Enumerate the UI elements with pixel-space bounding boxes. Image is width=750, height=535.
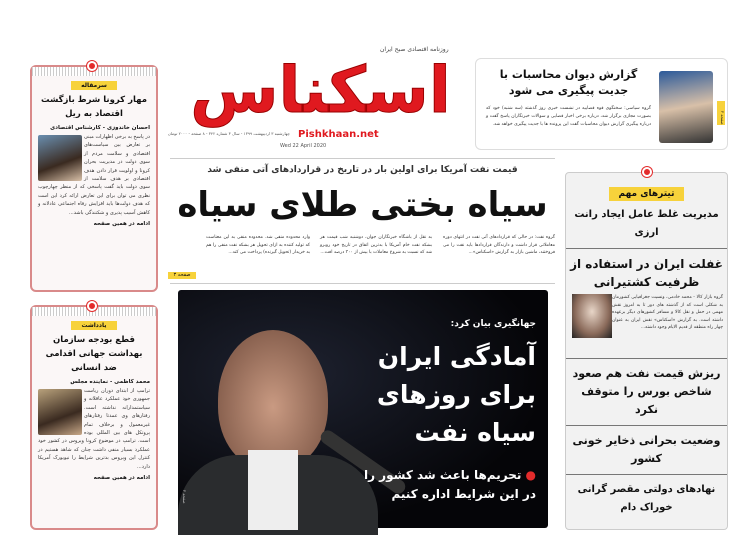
top-story-box xyxy=(475,58,728,150)
author-photo xyxy=(38,389,82,435)
story-title[interactable]: گزارش دیوان محاسبات با جدیت پیگیری می شود xyxy=(499,68,638,97)
lead-col-2: به نقل از باشگاه خبرنگاران جوان، دوشنبه شب قیمت هر بشکه نفت خام آمریکا با بدترین اتفاق در تاریخ خود روبرو شد که نسبت به شروع معاملات با بیش از ۳۰۰ درصد افت... xyxy=(320,235,432,255)
subhead-text: تحریم‌ها باعث شد کشور را در این شرایط اداره کنیم xyxy=(363,468,536,501)
author-photo xyxy=(38,135,82,181)
headlines-column xyxy=(565,172,728,530)
page-tag: صفحه ۳ xyxy=(168,272,196,279)
story-photo xyxy=(572,294,612,338)
continue-link[interactable]: ادامه در همین صفحه xyxy=(93,221,150,228)
article-body: در پاسخ به برخی اظهارات مبنی بر تعارض بین سیاست‌های اقتصادی و سلامت مردم از سوی دولت در مدیریت بحران کرونا و اولویت قرار دادن هدف اقتصادی بر هدف سلامت از سوی دولت باید گفت پاسخی که از منظر چهارچوب نظری می توان برای این تعارض ارائه کرد این است که هدف دولت‌ها باید افزایش رفاه اجتماعی عادلانه و کاهش آسیب پذیری و شکنندگی باشد... xyxy=(38,134,150,216)
story-body: گروه بازار کالا - محمد خادمی، ونسیت جغرافیایی کشورمان به شکلی است که از گذشته های دور تا به امروز نقش مهمی در حمل و نقل کالا و مسافر کشورهای دیگر برعهده داشته است. به گزارش «اسکناس» نقش ایران به عنوان چهار راه منطقه از قدیم الایام وجود داشته... xyxy=(612,295,723,330)
side-tag: صفحه ۲ xyxy=(182,490,187,504)
author: محمد کاظمی - نماینده مجلس xyxy=(70,379,150,385)
masthead-subtitle: روزنامه اقتصادی صبح ایران xyxy=(380,46,449,53)
dateline: چهارشنبه ۳ اردیبهشت ۱۳۹۹ - سال ۳ شماره ۳۴۲ - ۸ صفحه - ۲۰۰۰ تومان xyxy=(167,131,290,136)
story-photo xyxy=(659,71,713,143)
column-tag: تیترهای مهم xyxy=(609,187,685,201)
page-tag: صفحه ۲ xyxy=(717,101,725,125)
photo-story[interactable] xyxy=(178,290,548,528)
headline-item[interactable] xyxy=(566,249,727,359)
article-body: ترامپ از ابتدای دوران ریاست جمهوری خود عملکرد عاقلانه و سیاستمدارانه نداشته است. رفتارهای وی عمدتا رفتارهای غیرمعمول و برخلاف تمام پروتکل های بین المللی بوده است. ترامپ در موضوع کرونا ویروس در کشور خود عملکرد بسیار منفی داشت چنان که شاهد هستیم در کنترل این ویروس بدترین شرایط را نیویورک آمریکا دارد... xyxy=(38,388,150,470)
photo-kicker: جهانگیری بیان کرد: xyxy=(450,319,536,329)
article-title[interactable]: مهار کرونا شرط بازگشت اقتصاد به ریل xyxy=(40,95,148,119)
section-tag: یادداشت xyxy=(71,321,117,330)
story-body: گروه سیاسی: سخنگوی قوه قضاییه در نشست خبری روز گذشته (سه شنبه) خود که بصورت مجازی برگزار شد، درباره برخی اخبار قضایی و سوالات خبرنگاران پاسخ گفت و درباره پیگیری گزارش دیوان محاسبات گفت این پرونده ها با جدیت پیگیری خواهد شد. xyxy=(486,106,651,127)
photo-headline[interactable]: آمادگی ایران برای روزهای سیاه نفت xyxy=(376,342,536,447)
person-photo xyxy=(218,330,328,470)
lead-headline[interactable]: سیاه بختی طلای سیاه xyxy=(177,185,548,225)
headline-title[interactable]: غفلت ایران در استفاده از ظرفیت کشتیرانی xyxy=(570,257,723,289)
continue-link[interactable]: ادامه در همین صفحه xyxy=(93,475,150,482)
bullet-icon: ● xyxy=(521,468,536,482)
photo-subhead xyxy=(356,466,536,504)
editorial-box xyxy=(30,65,158,292)
lead-kicker: قیمت نفت آمریکا برای اولین بار در تاریخ در قراردادهای آتی منفی شد xyxy=(207,165,518,175)
pin-icon xyxy=(87,301,97,311)
pin-icon xyxy=(87,61,97,71)
lead-col-3: وارد محدوده منفی شد. محدوده منفی به این معناست که تولید کننده به ازای تحویل هر بشکه نفت منفی را هم به خریدار (تحویل گیرنده) پرداخت می کند... xyxy=(206,235,310,255)
section-tag: سرمقاله xyxy=(71,81,117,90)
newspaper-logo: اسکناس xyxy=(190,54,451,128)
pin-icon xyxy=(642,167,652,177)
dateline-en: Wed 22 April 2020 xyxy=(280,143,327,149)
headline-item[interactable]: نهادهای دولتی مقصر گرانی خوراک دام xyxy=(577,484,716,513)
headline-item[interactable]: مدیریت غلط عامل ایجاد رانت ارزی xyxy=(566,200,727,249)
headline-item[interactable]: ریزش قیمت نفت هم صعود شاخص بورس را متوقف نکرد xyxy=(566,359,727,426)
article-title[interactable]: قطع بودجه سازمان بهداشت جهانی اقدامی ضد انسانی xyxy=(45,335,143,373)
note-box xyxy=(30,305,158,530)
divider xyxy=(170,283,555,284)
author: احسان خاندوزی - کارشناس اقتصادی xyxy=(50,125,150,131)
person-shirt xyxy=(248,450,298,530)
divider xyxy=(170,158,555,159)
headline-item[interactable]: وضعیت بحرانی ذخایر خونی کشور xyxy=(566,426,727,475)
watermark: Pishkhaan.net xyxy=(298,129,379,140)
lead-col-1: گروه نفت: در حالی که قراردادهای آتی نفت در انتهای دوره معاملاتی قرار داشت و دارندگان قراردادها باید نفت را می فروختند، ماشین بازار به گزارش «اسکناس»... xyxy=(443,235,555,255)
